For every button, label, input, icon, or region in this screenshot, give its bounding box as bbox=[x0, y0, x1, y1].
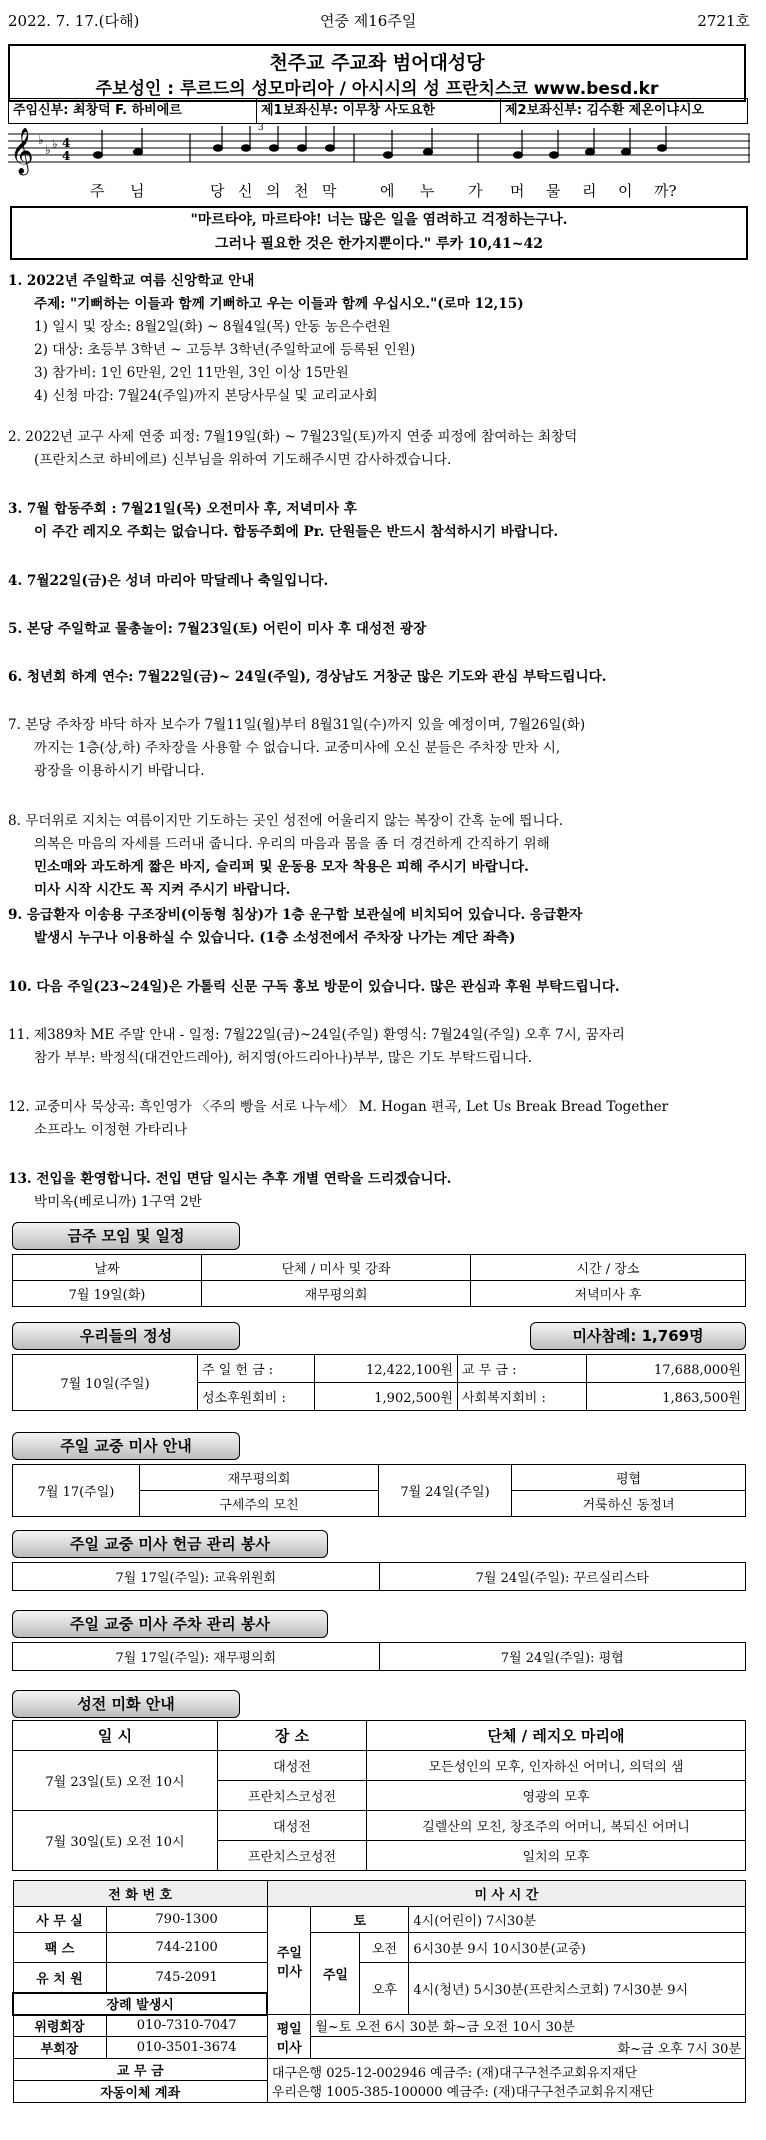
cell: 790-1300 bbox=[106, 1907, 267, 1933]
cell: 7월 30일(토) 오전 10시 bbox=[13, 1811, 218, 1871]
cell: 모든성인의 모후, 인자하신 어머니, 의덕의 샘 bbox=[367, 1751, 746, 1781]
notice-line: 소프라노 이정현 가타리나 bbox=[34, 1122, 188, 1138]
cell: 12,422,100원 bbox=[315, 1355, 458, 1383]
notice-line: 까지는 1층(상,하) 주차장을 사용할 수 없습니다. 교중미사에 오신 분들은 주차장 만차 시, bbox=[34, 740, 561, 756]
bank-accounts bbox=[267, 2059, 745, 2103]
notice-11 bbox=[8, 1024, 758, 1070]
lyric: 이 bbox=[618, 182, 633, 200]
priests-bar bbox=[8, 98, 748, 124]
parking-service-heading: 주일 교중 미사 주차 관리 봉사 bbox=[12, 1610, 328, 1638]
notice-12 bbox=[8, 1096, 758, 1142]
svg-text:♭: ♭ bbox=[38, 133, 44, 147]
cell: 7월 17(주일) bbox=[13, 1465, 140, 1517]
cell: 4시(어린이) 7시30분 bbox=[409, 1907, 746, 1933]
lyric: 가 bbox=[468, 182, 483, 200]
treble-clef-icon: 𝄞 bbox=[10, 128, 34, 174]
notice-7 bbox=[8, 714, 758, 783]
cell: 745-2091 bbox=[106, 1963, 267, 1993]
hymn-lyrics bbox=[8, 180, 750, 200]
cell: 평협 bbox=[512, 1465, 746, 1491]
cell: 길렐산의 모친, 창조주의 어머니, 복되신 어머니 bbox=[367, 1811, 746, 1841]
notice-13 bbox=[8, 1168, 758, 1214]
lyric: 막 bbox=[322, 182, 337, 200]
notice-line: 1) 일시 및 장소: 8월2일(화) ~ 8월4일(목) 안동 농은수련원 bbox=[34, 319, 391, 335]
cell: 744-2100 bbox=[106, 1933, 267, 1963]
bank-line: 우리은행 1005-385-100000 예금주: (재)대구구천주교회유지재단 bbox=[271, 2084, 654, 2100]
notice-line: 민소매와 과도하게 짧은 바지, 슬리퍼 및 운동용 모자 착용은 피해 주시기 바랍니다. bbox=[34, 859, 529, 875]
svg-text:4: 4 bbox=[62, 136, 71, 150]
table-header: 날짜 bbox=[13, 1255, 202, 1281]
offering-service-table bbox=[12, 1562, 746, 1591]
table-header: 단체 / 미사 및 강좌 bbox=[202, 1255, 471, 1281]
notice-line: 2. 2022년 교구 사제 연중 피정: 7월19일(화) ~ 7월23일(토)까지 연중 피정에 참여하는 최창덕 bbox=[8, 429, 578, 445]
cell: 7월 17일(주일): 교육위원회 bbox=[13, 1563, 380, 1591]
lyric: 님 bbox=[130, 182, 145, 200]
lyric: 의 bbox=[266, 182, 281, 200]
svg-text:3: 3 bbox=[258, 124, 264, 133]
patron-saints: 주보성인 : 루르드의 성모마리아 / 아시시의 성 프란치스코 www.besd.kr bbox=[95, 79, 659, 99]
notice-line: 5. 본당 주일학교 물총놀이: 7월23일(토) 어린이 미사 후 대성전 광장 bbox=[8, 621, 427, 637]
cell: 월~토 오전 6시 30분 화~금 오전 10시 30분 bbox=[311, 2015, 746, 2037]
cell: 주 일 헌 금 : bbox=[198, 1355, 315, 1383]
lyric: 에 bbox=[380, 182, 395, 200]
cell: 010-3501-3674 bbox=[106, 2037, 267, 2059]
svg-text:♭: ♭ bbox=[45, 143, 51, 157]
quote-line: 그러나 필요한 것은 한가지뿐이다." 루카 10,41~42 bbox=[215, 236, 543, 252]
cell: 7월 24일(주일): 평협 bbox=[379, 1643, 746, 1671]
cell: 팩 스 bbox=[13, 1933, 106, 1963]
cell: 프란치스코성전 bbox=[218, 1781, 367, 1811]
cell: 사회복지회비 : bbox=[458, 1383, 587, 1411]
pastor: 주임신부: 최창덕 F. 하비에르 bbox=[9, 99, 257, 123]
lyric: 까? bbox=[654, 182, 677, 200]
contacts-heading: 전 화 번 호 bbox=[13, 1881, 267, 1907]
decoration-table bbox=[12, 1720, 746, 1871]
funeral-heading: 장례 발생시 bbox=[13, 1993, 267, 2015]
cell: 주일 미사 bbox=[267, 1907, 311, 2015]
cell: 위령회장 bbox=[13, 2015, 106, 2037]
title-box bbox=[8, 44, 746, 102]
notice-line: 6. 청년회 하계 연수: 7월22일(금)~ 24일(주일), 경상남도 거창군 많은 기도와 관심 부탁드립니다. bbox=[8, 669, 607, 685]
cell: 토 bbox=[311, 1907, 409, 1933]
notice-6 bbox=[8, 666, 758, 689]
bank-line: 대구은행 025-12-002946 예금주: (재)대구구천주교회유지재단 bbox=[271, 2065, 638, 2081]
notice-line: 발생시 누구나 이용하실 수 있습니다. (1층 소성전에서 주차장 나가는 계단 좌측) bbox=[34, 930, 516, 946]
cell: 1,863,500원 bbox=[587, 1383, 746, 1411]
cell: 7월 19일(화) bbox=[13, 1281, 202, 1307]
lyric: 신 bbox=[238, 182, 253, 200]
notice-3 bbox=[8, 498, 758, 544]
cell: 유 치 원 bbox=[13, 1963, 106, 1993]
lyric: 머 bbox=[510, 182, 525, 200]
cell: 재무평의회 bbox=[202, 1281, 471, 1307]
notice-line: 4. 7월22일(금)은 성녀 마리아 막달레나 축일입니다. bbox=[8, 573, 329, 589]
lyric: 당 bbox=[210, 182, 225, 200]
notice-8 bbox=[8, 810, 758, 902]
notice-line: 12. 교중미사 묵상곡: 흑인영가 〈주의 빵을 서로 나누세〉 M. Hogan 편곡, Let Us Break Bread Together bbox=[8, 1099, 669, 1115]
cell: 재무평의회 bbox=[140, 1465, 379, 1491]
cell: 영광의 모후 bbox=[367, 1781, 746, 1811]
issue-date: 2022. 7. 17.(다해) bbox=[8, 12, 140, 30]
bulletin-header bbox=[8, 10, 750, 30]
notice-line: 1. 2022년 주일학교 여름 신앙학교 안내 bbox=[8, 273, 255, 289]
notice-9 bbox=[8, 904, 758, 950]
notice-5 bbox=[8, 618, 758, 641]
lyric: 누 bbox=[420, 182, 435, 200]
parish-title: 천주교 주교좌 범어대성당 bbox=[269, 52, 485, 74]
contacts-mass-table bbox=[12, 1880, 746, 2103]
attendance-count: 미사참례: 1,769명 bbox=[530, 1322, 746, 1350]
cell: 1,902,500원 bbox=[315, 1383, 458, 1411]
notice-4 bbox=[8, 570, 758, 593]
decoration-heading: 성전 미화 안내 bbox=[12, 1690, 240, 1718]
offerings-table bbox=[12, 1354, 746, 1411]
cell: 오전 bbox=[360, 1933, 409, 1963]
cell: 교 무 금 bbox=[13, 2059, 267, 2081]
table-header: 장 소 bbox=[218, 1721, 367, 1751]
notice-line: 8. 무더위로 지치는 여름이지만 기도하는 곳인 성전에 어울리지 않는 복장이 간혹 눈에 띕니다. bbox=[8, 813, 564, 829]
cell: 거룩하신 동정녀 bbox=[512, 1491, 746, 1517]
notice-line: 3) 참가비: 1인 6만원, 2인 11만원, 3인 이상 15만원 bbox=[34, 365, 349, 381]
notice-line: 광장을 이용하시기 바랍니다. bbox=[34, 763, 205, 779]
cell: 저녁미사 후 bbox=[471, 1281, 746, 1307]
cell: 17,688,000원 bbox=[587, 1355, 746, 1383]
cell: 4시(청년) 5시30분(프란치스코회) 7시30분 9시 bbox=[409, 1963, 746, 2015]
notice-line: 10. 다음 주일(23~24일)은 가톨릭 신문 구독 홍보 방문이 있습니다. 많은 관심과 후원 부탁드립니다. bbox=[8, 979, 620, 995]
cell: 7월 23일(토) 오전 10시 bbox=[13, 1751, 218, 1811]
issue-number: 2721호 bbox=[697, 12, 750, 30]
notice-line: 9. 응급환자 이송용 구조장비(이동형 침상)가 1층 운구함 보관실에 비치되어 있습니다. 응급환자 bbox=[8, 907, 583, 923]
cell: 화~금 오후 7시 30분 bbox=[311, 2037, 746, 2059]
cell: 자동이체 계좌 bbox=[13, 2081, 267, 2103]
table-header: 단체 / 레지오 마리애 bbox=[367, 1721, 746, 1751]
cell: 부회장 bbox=[13, 2037, 106, 2059]
cell: 사 무 실 bbox=[13, 1907, 106, 1933]
notice-line: 4) 신청 마감: 7월24(주일)까지 본당사무실 및 교리교사회 bbox=[34, 388, 378, 404]
cell: 대성전 bbox=[218, 1811, 367, 1841]
cell: 오후 bbox=[360, 1963, 409, 2015]
assistant-priest-2: 제2보좌신부: 김수환 제온이냐시오 bbox=[505, 103, 705, 118]
notice-line: 3. 7월 합동주회 : 7월21일(목) 오전미사 후, 저녁미사 후 bbox=[8, 501, 357, 517]
notice-line: 7. 본당 주차장 바닥 하자 보수가 7월11일(월)부터 8월31일(수)까지 있을 예정이며, 7월26일(화) bbox=[8, 717, 586, 733]
weekly-meetings-table bbox=[12, 1254, 746, 1307]
cell: 7월 24일(주일): 꾸르실리스타 bbox=[379, 1563, 746, 1591]
parking-service-table bbox=[12, 1642, 746, 1671]
quote-line: "마르타야, 마르타야! 너는 많은 일을 염려하고 걱정하는구나. bbox=[190, 212, 568, 228]
notice-line: 주제: "기뻐하는 이들과 함께 기뻐하고 우는 이들과 함께 우십시오."(로마 12,15) bbox=[34, 296, 524, 312]
notice-line: (프란치스코 하비에르) 신부님을 위하여 기도해주시면 감사하겠습니다. bbox=[34, 452, 452, 468]
notice-line: 미사 시작 시간도 꼭 지켜 주시기 바랍니다. bbox=[34, 882, 291, 898]
notice-2 bbox=[8, 426, 758, 472]
notice-line: 참가 부부: 박정식(대건안드레아), 허지영(아드리아나)부부, 많은 기도 부탁드립니다. bbox=[34, 1050, 533, 1066]
assistant-priest-1: 제1보좌신부: 이무창 사도요한 bbox=[257, 99, 501, 123]
offering-date: 7월 10일(주일) bbox=[13, 1355, 198, 1411]
notice-10 bbox=[8, 976, 758, 999]
table-header: 일 시 bbox=[13, 1721, 218, 1751]
lyric: 물 bbox=[546, 182, 561, 200]
weekly-meetings-heading: 금주 모임 및 일정 bbox=[12, 1222, 240, 1250]
offering-service-heading: 주일 교중 미사 헌금 관리 봉사 bbox=[12, 1530, 328, 1558]
notice-line: 11. 제389차 ME 주말 안내 - 일정: 7월22일(금)~24일(주일) 환영식: 7월24일(주일) 오후 7시, 꿈자리 bbox=[8, 1027, 625, 1043]
cell: 6시30분 9시 10시30분(교중) bbox=[409, 1933, 746, 1963]
cell: 성소후원회비 : bbox=[198, 1383, 315, 1411]
sunday-mass-heading: 주일 교중 미사 안내 bbox=[12, 1432, 240, 1460]
cell: 010-7310-7047 bbox=[106, 2015, 267, 2037]
cell: 대성전 bbox=[218, 1751, 367, 1781]
notice-line: 13. 전입을 환영합니다. 전입 면담 일시는 추후 개별 연락을 드리겠습니다. bbox=[8, 1171, 452, 1187]
cell: 주일 bbox=[311, 1933, 360, 2015]
lyric: 주 bbox=[90, 182, 105, 200]
notice-1 bbox=[8, 270, 758, 408]
notice-line: 의복은 마음의 자세를 드러내 줍니다. 우리의 마음과 몸을 좀 더 경건하게 간직하기 위해 bbox=[34, 836, 550, 852]
cell: 일치의 모후 bbox=[367, 1841, 746, 1871]
cell: 프란치스코성전 bbox=[218, 1841, 367, 1871]
table-row bbox=[13, 1281, 746, 1307]
sunday-mass-table bbox=[12, 1464, 746, 1517]
cell: 교 무 금 : bbox=[458, 1355, 587, 1383]
liturgical-week: 연중 제16주일 bbox=[320, 12, 417, 30]
lyric: 리 bbox=[582, 182, 597, 200]
notice-line: 2) 대상: 초등부 3학년 ~ 고등부 3학년(주일학교에 등록된 인원) bbox=[34, 342, 416, 358]
notice-line: 이 주간 레지오 주회는 없습니다. 합동주회에 Pr. 단원들은 반드시 참석하시기 바랍니다. bbox=[34, 524, 559, 540]
svg-text:4: 4 bbox=[62, 149, 71, 163]
cell: 평일 미사 bbox=[267, 2015, 311, 2059]
gospel-quote bbox=[10, 206, 748, 260]
cell: 7월 24일(주일) bbox=[379, 1465, 512, 1517]
svg-text:♭: ♭ bbox=[52, 137, 58, 151]
offerings-heading: 우리들의 정성 bbox=[12, 1322, 240, 1350]
notice-line: 박미옥(베로니까) 1구역 2반 bbox=[34, 1194, 202, 1210]
lyric: 천 bbox=[294, 182, 309, 200]
mass-times-heading: 미 사 시 간 bbox=[267, 1881, 745, 1907]
cell: 구세주의 모친 bbox=[140, 1491, 379, 1517]
table-header: 시간 / 장소 bbox=[471, 1255, 746, 1281]
cell: 7월 17일(주일): 재무평의회 bbox=[13, 1643, 380, 1671]
